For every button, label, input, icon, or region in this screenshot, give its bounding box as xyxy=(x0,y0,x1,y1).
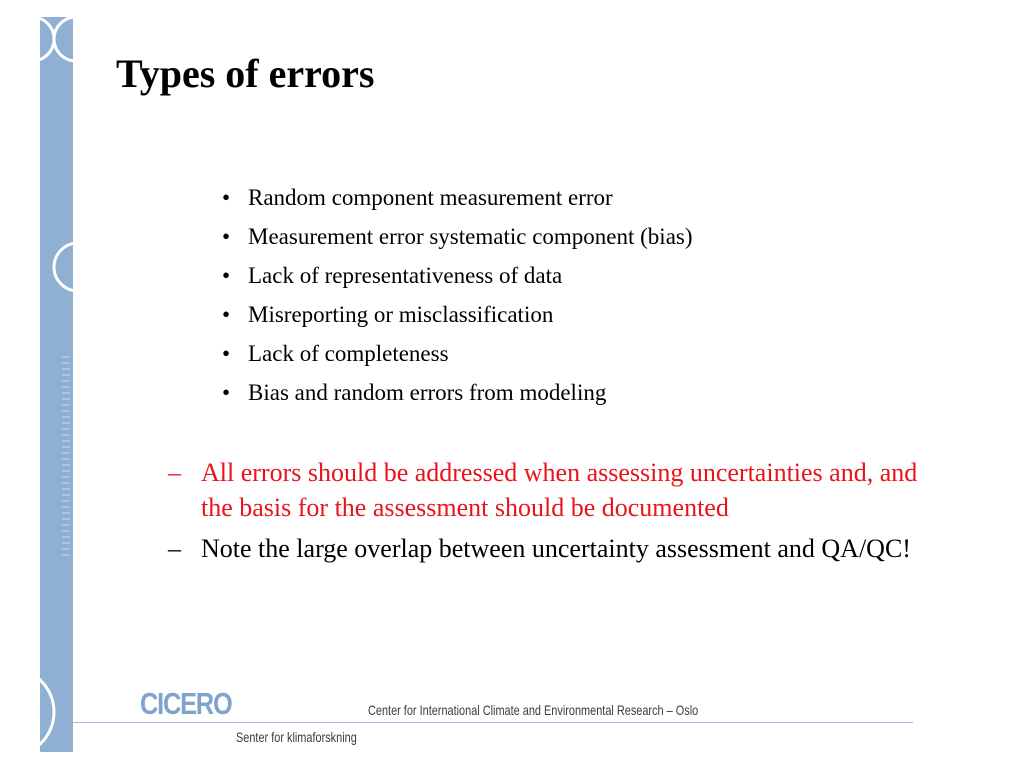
bullet-icon: • xyxy=(222,341,231,366)
dash-icon: – xyxy=(168,458,181,487)
decorative-circles-graphic xyxy=(40,17,73,752)
list-item xyxy=(222,256,693,295)
list-item xyxy=(222,295,693,334)
decorative-side-band xyxy=(40,17,73,752)
list-item-text: Misreporting or misclassification xyxy=(248,302,554,327)
cicero-logo: CICERO xyxy=(140,686,232,721)
note-text: Note the large overlap between uncertainty assessment and QA/QC! xyxy=(201,534,911,563)
note xyxy=(168,531,928,566)
list-item xyxy=(222,178,693,217)
highlighted-note xyxy=(168,455,928,525)
list-item xyxy=(222,334,693,373)
footer-subtitle: Senter for klimaforskning xyxy=(236,729,357,745)
footer-divider xyxy=(73,722,913,723)
footer-organization-name: Center for International Climate and Environmental Research – Oslo xyxy=(368,702,699,718)
bullet-icon: • xyxy=(222,224,231,249)
list-item-text: Random component measurement error xyxy=(248,185,613,210)
bullet-icon: • xyxy=(222,185,231,210)
list-item-text: Lack of representativeness of data xyxy=(248,263,563,288)
list-item xyxy=(222,373,693,412)
bullet-icon: • xyxy=(222,302,231,327)
list-item-text: Measurement error systematic component (bias) xyxy=(248,224,693,249)
list-item-text: Lack of completeness xyxy=(248,341,449,366)
bullet-icon: • xyxy=(222,263,231,288)
notes-list xyxy=(168,455,928,572)
note-text: All errors should be addressed when assessing uncertainties and, and the basis for the assessment should be documented xyxy=(201,458,918,522)
dash-icon: – xyxy=(168,534,181,563)
error-types-list xyxy=(222,178,693,412)
bullet-icon: • xyxy=(222,380,231,405)
list-item-text: Bias and random errors from modeling xyxy=(248,380,607,405)
list-item xyxy=(222,217,693,256)
slide-title: Types of errors xyxy=(116,51,375,96)
